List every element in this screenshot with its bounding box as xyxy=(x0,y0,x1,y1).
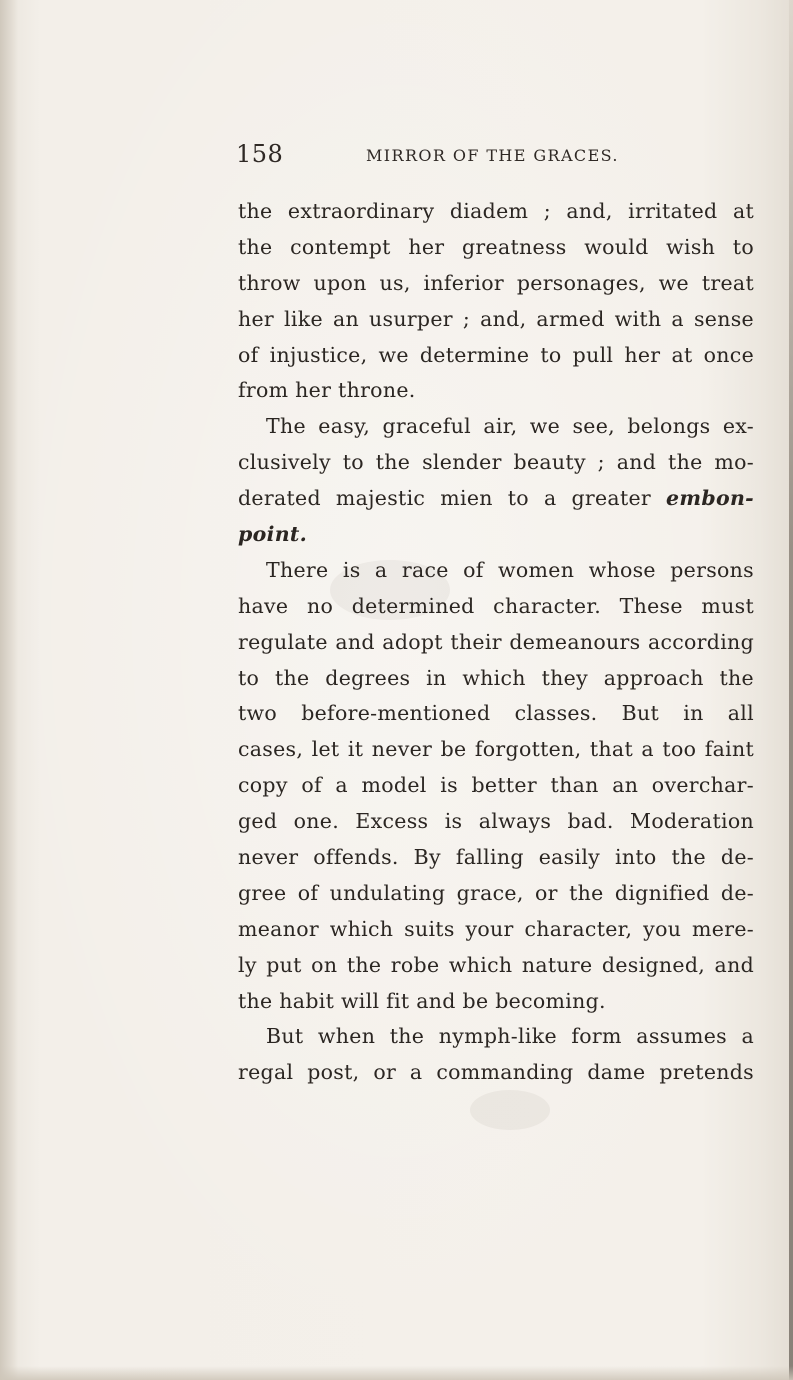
italic-word: embon- xyxy=(666,486,754,511)
text-line: But when the nymph-like form assumes a xyxy=(266,1024,754,1049)
text-line xyxy=(238,517,754,553)
text-line: the contempt her greatness would wish to xyxy=(238,234,754,259)
text-fragment: derated majestic mien to a greater xyxy=(238,486,652,511)
body-text xyxy=(238,194,754,1091)
page-left-edge-shadow xyxy=(0,0,18,1380)
text-line: The easy, graceful air, we see, belongs ex- xyxy=(266,414,754,439)
text-line: clusively to the slender beauty ; and the mo- xyxy=(238,450,754,475)
text-line: There is a race of women whose persons xyxy=(266,557,754,582)
text-line: of injustice, we determine to pull her at once xyxy=(238,342,754,367)
text-line: regulate and adopt their demeanours according xyxy=(238,629,754,654)
text-line: the habit will fit and be becoming. xyxy=(238,988,606,1013)
paper-stain xyxy=(470,1090,550,1130)
text-line: her like an usurper ; and, armed with a sense xyxy=(238,306,754,331)
text-line: regal post, or a commanding dame pretends xyxy=(238,1060,754,1085)
text-line: ly put on the robe which nature designed, and xyxy=(238,952,754,977)
text-line: from her throne. xyxy=(238,378,416,403)
text-line: to the degrees in which they approach the xyxy=(238,665,754,690)
page-right-edge-shadow xyxy=(789,0,793,1380)
text-line: the extraordinary diadem ; and, irritated at xyxy=(238,199,754,223)
text-line: copy of a model is better than an overchar- xyxy=(238,773,754,798)
text-line: have no determined character. These must xyxy=(238,593,754,618)
page-bottom-edge-shadow xyxy=(0,1366,793,1380)
text-line: cases, let it never be forgotten, that a too faint xyxy=(238,737,754,762)
text-line: never offends. By falling easily into the de- xyxy=(238,845,754,870)
page-number: 158 xyxy=(236,140,284,168)
text-line xyxy=(238,481,754,517)
text-line: two before-mentioned classes. But in all xyxy=(238,701,754,726)
text-line: gree of undulating grace, or the dignified de- xyxy=(238,880,754,905)
italic-word: point. xyxy=(238,522,308,547)
page-header xyxy=(236,140,756,174)
text-line: ged one. Excess is always bad. Moderation xyxy=(238,809,754,834)
text-line: throw upon us, inferior personages, we treat xyxy=(238,270,754,295)
text-line: meanor which suits your character, you mere- xyxy=(238,916,754,941)
running-head: MIRROR OF THE GRACES. xyxy=(366,146,619,165)
